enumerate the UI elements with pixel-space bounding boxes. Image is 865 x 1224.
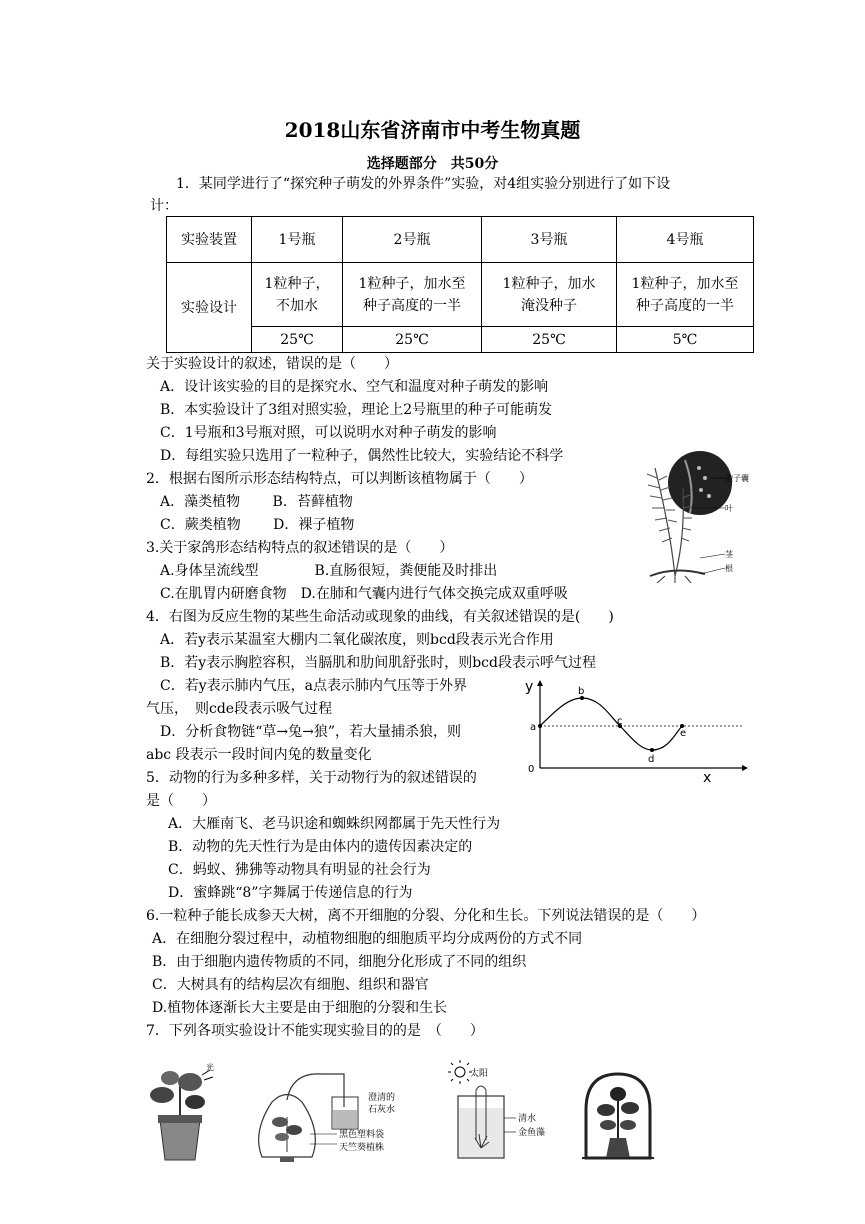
page-title: 2018山东省济南市中考生物真题 bbox=[284, 118, 581, 142]
q3-stem: 3.关于家鸽形态结构特点的叙述错误的是（ ） bbox=[146, 540, 454, 556]
label-sun: 太阳 bbox=[470, 1069, 489, 1079]
q5-option-c: C．蚂蚁、狒狒等动物具有明显的社会行为 bbox=[168, 862, 431, 878]
x-label: x bbox=[703, 770, 712, 786]
fern-illustration bbox=[615, 448, 765, 583]
label-light: 光 bbox=[206, 1063, 214, 1072]
q5-option-b: B．动物的先天性行为是由体内的遗传因素决定的 bbox=[168, 839, 473, 855]
potted-plant-light-image bbox=[140, 1060, 220, 1162]
water-plant-sunlight-image bbox=[446, 1060, 566, 1162]
point-b: b bbox=[578, 686, 585, 697]
q4-option-d: D．分析食物链“草→兔→狼”，若大量捕杀狼，则 bbox=[160, 724, 461, 740]
table-cell: 1粒种子， 不加水 bbox=[252, 263, 343, 327]
label-hornwort: 金鱼藻 bbox=[518, 1128, 546, 1138]
bell-jar-plant-image bbox=[578, 1070, 658, 1162]
row-label: 实验设计 bbox=[167, 263, 252, 353]
point-e: e bbox=[680, 728, 687, 739]
q1-option-b: B．本实验设计了3组对照实验，理论上2号瓶里的种子可能萌发 bbox=[160, 402, 553, 418]
curve bbox=[540, 698, 682, 750]
table-cell: 25℃ bbox=[252, 327, 343, 353]
label-limewater-b: 石灰水 bbox=[368, 1105, 396, 1115]
table-cell: 1粒种子，加水至 种子高度的一半 bbox=[617, 263, 754, 327]
y-label: y bbox=[525, 679, 534, 695]
q1-option-d: D．每组实验只选用了一粒种子，偶然性比较大，实验结论不科学 bbox=[160, 448, 564, 464]
q4-option-a: A．若y表示某温室大棚内二氧化碳浓度，则bcd段表示光合作用 bbox=[160, 632, 554, 648]
section-subtitle: 选择题部分 共50分 bbox=[366, 156, 499, 172]
label-leaf: 叶 bbox=[725, 504, 733, 513]
q6-option-d: D.植物体逐渐长大主要是由于细胞的分裂和生长 bbox=[152, 1000, 448, 1016]
q2-options-ab: A．藻类植物 B．苔藓植物 bbox=[160, 494, 353, 510]
q1-option-a: A．设计该实验的目的是探究水、空气和温度对种子萌发的影响 bbox=[160, 379, 549, 395]
point-d: d bbox=[648, 754, 655, 765]
label-root: 根 bbox=[725, 564, 733, 573]
table-header: 2号瓶 bbox=[343, 217, 482, 263]
label-stem: 茎 bbox=[725, 550, 733, 559]
q1-question: 关于实验设计的叙述，错误的是（ ） bbox=[146, 356, 398, 372]
q5-option-a: A．大雁南飞、老马识途和蜘蛛织网都属于先天性行为 bbox=[168, 816, 501, 832]
label-limewater-a: 澄清的 bbox=[368, 1093, 396, 1103]
q3-options-cd: C.在肌胃内研磨食物 D.在肺和气囊内进行气体交换完成双重呼吸 bbox=[160, 586, 568, 602]
q4-option-c-cont: 气压， 则cde段表示吸气过程 bbox=[146, 701, 333, 717]
q5-option-d: D．蜜蜂跳“8”字舞属于传递信息的行为 bbox=[168, 885, 413, 901]
label-geranium: 天竺葵植株 bbox=[339, 1143, 385, 1153]
q2-options-cd: C．蕨类植物 D．裸子植物 bbox=[160, 517, 355, 533]
label-water: 清水 bbox=[518, 1114, 537, 1124]
q5-stem: 5．动物的行为多种多样，关于动物行为的叙述错误的 bbox=[146, 770, 477, 786]
q4-stem: 4．右图为反应生物的某些生命活动或现象的曲线，有关叙述错误的是( ) bbox=[146, 609, 614, 625]
origin-label: 0 bbox=[528, 764, 535, 775]
q1-option-c: C．1号瓶和3号瓶对照，可以说明水对种子萌发的影响 bbox=[160, 425, 497, 441]
label-black-bag: 黑色塑料袋 bbox=[339, 1130, 385, 1140]
table-cell: 1粒种子，加水 淹没种子 bbox=[482, 263, 617, 327]
table-cell: 5℃ bbox=[617, 327, 754, 353]
q6-option-b: B．由于细胞内遗传物质的不同，细胞分化形成了不同的组织 bbox=[152, 954, 527, 970]
table-header: 3号瓶 bbox=[482, 217, 617, 263]
q4-option-d-cont: abc 段表示一段时间内兔的数量变化 bbox=[146, 747, 372, 763]
q1-stem-cont: 计： bbox=[150, 198, 178, 214]
q4-option-b: B．若y表示胸腔容积，当膈肌和肋间肌舒张时，则bcd段表示呼气过程 bbox=[160, 655, 596, 671]
experiment-table bbox=[166, 216, 754, 353]
table-header: 4号瓶 bbox=[617, 217, 754, 263]
q6-option-c: C．大树具有的结构层次有细胞、组织和器官 bbox=[152, 977, 429, 993]
q5-stem-cont: 是（ ） bbox=[146, 793, 216, 809]
curve-graph bbox=[520, 676, 750, 788]
sporangium-magnified bbox=[668, 451, 732, 515]
q4-option-c: C．若y表示肺内气压，a点表示肺内气压等于外界 bbox=[160, 678, 467, 694]
q6-stem: 6.一粒种子能长成参天大树，离不开细胞的分裂、分化和生长。下列说法错误的是（ ） bbox=[146, 908, 706, 924]
point-c: c bbox=[617, 716, 623, 727]
table-cell: 25℃ bbox=[343, 327, 482, 353]
table-cell: 25℃ bbox=[482, 327, 617, 353]
q7-stem: 7．下列各项实验设计不能实现实验目的的是 （ ） bbox=[146, 1023, 484, 1039]
plastic-bag-limewater-image bbox=[232, 1062, 432, 1162]
table-header: 1号瓶 bbox=[252, 217, 343, 263]
table-cell: 1粒种子，加水至 种子高度的一半 bbox=[343, 263, 482, 327]
label-sporangium: 孢子囊 bbox=[725, 474, 749, 483]
q6-option-a: A．在细胞分裂过程中，动植物细胞的细胞质平均分成两份的方式不同 bbox=[152, 931, 583, 947]
q1-stem: 1．某同学进行了“探究种子萌发的外界条件”实验，对4组实验分别进行了如下设 bbox=[176, 176, 671, 192]
q3-options-ab: A.身体呈流线型 B.直肠很短，粪便能及时排出 bbox=[160, 563, 498, 579]
table-header: 实验装置 bbox=[167, 217, 252, 263]
point-a: a bbox=[530, 722, 537, 733]
q2-stem: 2．根据右图所示形态结构特点，可以判断该植物属于（ ） bbox=[146, 471, 533, 487]
